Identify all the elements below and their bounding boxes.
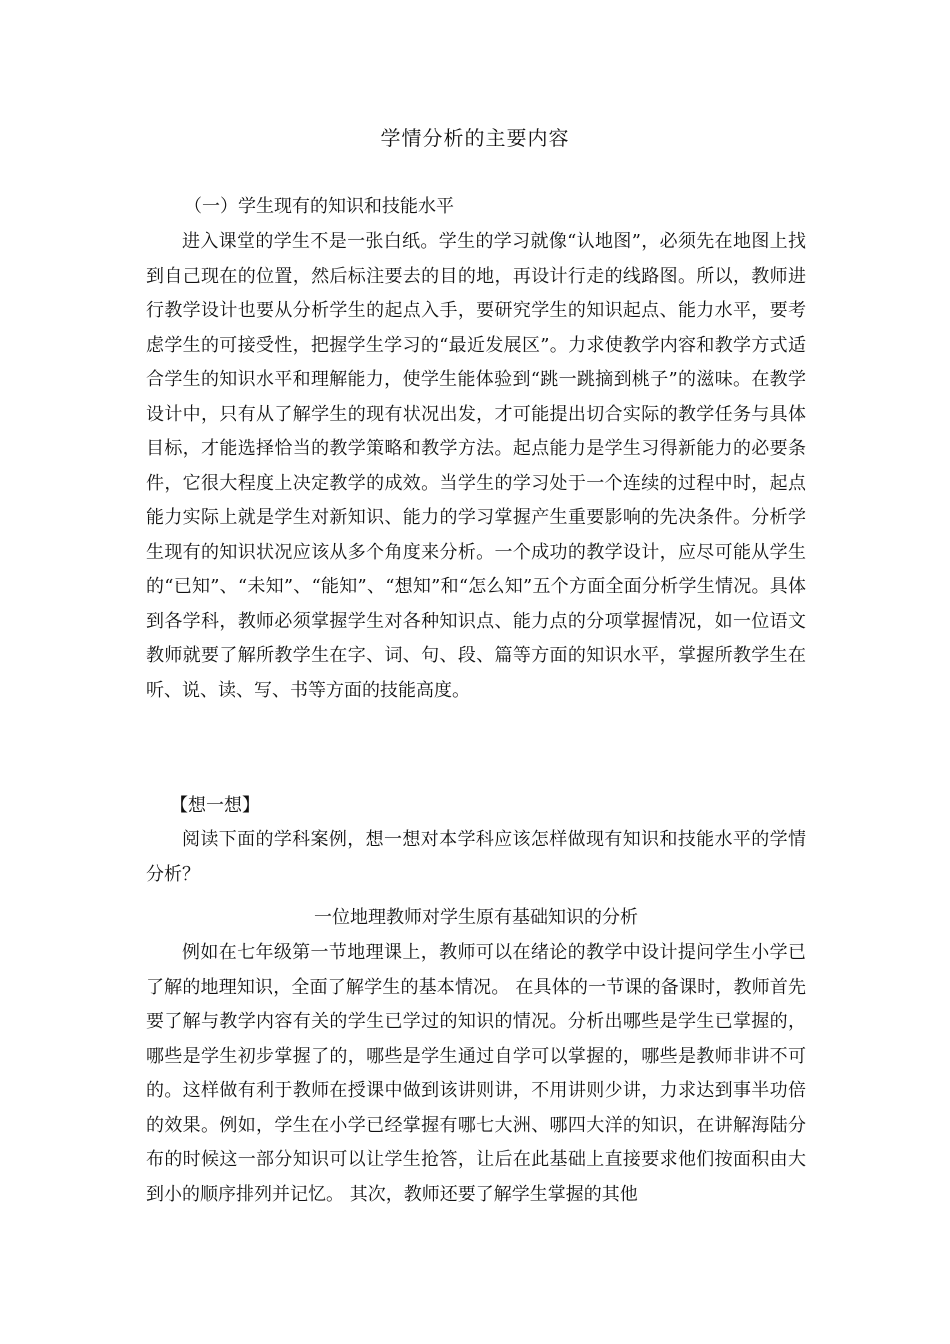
paragraph-knowledge-skills: 进入课堂的学生不是一张白纸。学生的学习就像“认地图”，必须先在地图上找到自己现在的位置，然后标注要去的目的地，再设计行走的线路图。所以，教师进行教学设计也要从分析学生的起点入手，要研究学生的知识起点、能力水平，要考虑学生的可接受性，把握学生学习的“最近发展区”。力求使教学内容和教学方式适合学生的知识水平和理解能力，使学生能体验到“跳一跳摘到桃子”的滋味。在教学设计中，只有从了解学生的现有状况出发，才可能提出切合实际的教学任务与具体目标，才能选择恰当的教学策略和教学方法。起点能力是学生习得新能力的必要条件，它很大程度上决定教学的成效。当学生的学习处于一个连续的过程中时，起点能力实际上就是学生对新知识、能力的学习掌握产生重要影响的先决条件。分析学生现有的知识状况应该从多个角度来分析。一个成功的教学设计，应尽可能从学生的“已知”、“未知”、“能知”、“想知”和“怎么知”五个方面全面分析学生情况。具体到各学科，教师必须掌握学生对各种知识点、能力点的分项掌握情况，如一位语文教师就要了解所教学生在字、词、句、段、篇等方面的知识水平，掌握所教学生在听、说、读、写、书等方面的技能高度。: [146, 231, 806, 701]
section-heading: （一）学生现有的知识和技能水平: [184, 196, 454, 217]
document-title: 学情分析的主要内容: [380, 126, 570, 150]
case-title: 一位地理教师对学生原有基础知识的分析: [314, 907, 638, 928]
paragraph-think-prompt: 阅读下面的学科案例，想一想对本学科应该怎样做现有知识和技能水平的学情分析？: [146, 829, 806, 885]
paragraph-geography-case: 例如在七年级第一节地理课上，教师可以在绪论的教学中设计提问学生小学已了解的地理知识，全面了解学生的基本情况。 在具体的一节课的备课时，教师首先要了解与教学内容有关的学生已学过的知识的情况。分析出哪些是学生已掌握的，哪些是学生初步掌握了的，哪些是学生通过自学可以掌握的，哪些是教师非讲不可的。这样做有利于教师在授课中做到该讲则讲，不用讲则少讲，力求达到事半功倍的效果。例如，学生在小学已经掌握有哪七大洲、哪四大洋的知识，在讲解海陆分布的时候这一部分知识可以让学生抢答，让后在此基础上直接要求他们按面积由大到小的顺序排列并记忆。 其次，教师还要了解学生掌握的其他: [146, 942, 806, 1205]
think-label: 【想一想】: [170, 795, 260, 816]
